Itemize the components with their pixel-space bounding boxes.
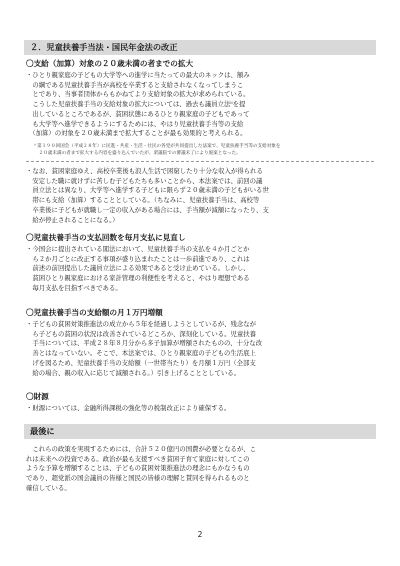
text-line: であり、超党派の国会議員の皆様と国民の皆様の理解と賛同を得られるものと: [26, 474, 250, 483]
topic-heading: 〇児童扶養手当の支給額の月１万円増額: [26, 308, 163, 317]
text-line: 帯にも支給（加算）することとしている。（ちなみに、児童扶養手当は、高校等: [26, 196, 260, 205]
text-line: 手当については、平成２８年８月分から多子加算が増額されたものの、十分な改: [26, 339, 263, 348]
closing-body: [26, 445, 376, 494]
topic-heading: 〇支給（加算）対象の２０歳未満の者までの拡大: [26, 59, 194, 68]
text-line: とであり、当事者団体からもかねてより支給対象の拡大が求められている。: [26, 90, 250, 99]
closing-heading: 最後に: [24, 424, 376, 439]
text-line: ・財源については、金融所得課税の強化等の税制改正により確保する。: [26, 404, 231, 412]
text-line: ・ひとり親家庭の子どもの大学等への進学に当たっての最大のネックは、額み: [26, 71, 250, 79]
text-line: 前述の前回提出した議員立法による効果であると受け止めている。しかし、: [26, 264, 250, 273]
text-line: 給の場合、親の収入に応じて減額される。）引き上げることとしている。: [26, 368, 241, 377]
text-line: も大学等へ進学できるようにするためには、やはり児童扶養手当等の支給: [26, 119, 244, 128]
page-number: 2: [197, 530, 203, 539]
topic-body: [26, 320, 376, 378]
topic-body: [26, 167, 376, 225]
text-line: の綱である児童扶養手当が高校を卒業すると支給されなくなってしまうこ: [26, 80, 244, 89]
footnote-line: ２０歳未満の者まで拡大する内容を盛り込んでいたが、衆議院での審議未了により廃案となった。: [34, 151, 241, 156]
topic-body: [26, 245, 376, 294]
topic-heading: 〇児童扶養手当の支払回数を毎月支払に見直し: [26, 233, 186, 242]
text-line: 毎月支払を目指すべきである。: [26, 283, 122, 292]
topic-body: [26, 71, 376, 139]
text-line: 給が停止されることになる。）: [26, 215, 119, 224]
text-line: ような予算を増額することは、子どもの貧困対策推進法の理念にもかなうもの: [26, 464, 250, 473]
text-line: 確信している。: [26, 483, 71, 492]
text-line: げを図るため、児童扶養手当の支給額（一世帯当たり）を月額１万円（全部支: [26, 358, 256, 367]
text-line: ら子どもの貧困の状況は改善されているどころか、深刻化している。児童扶養: [26, 329, 257, 338]
text-line: 貧困ひとり親家庭における家計管理の利便性を考えると、やはり理想である: [26, 274, 250, 283]
text-line: 卒業後に子どもが就職し一定の収入がある場合には、手当額が減額になったり、支: [26, 205, 269, 214]
text-line: 員立法とは異なり、大学等へ進学する子どもに限らず２０歳未満の子どもがいる世: [26, 186, 269, 195]
text-line: こうした児童扶養手当の支給対象の拡大については、過去も議員立法ⁱⁱを提: [26, 100, 246, 109]
text-line: ・今国会に提出されている閣法において、児童扶養手当の支払を４か月ごとか: [26, 245, 250, 253]
text-line: 出しているところであるが、貧困状態にあるひとり親家庭の子どもであって: [26, 109, 250, 118]
footnote: [34, 143, 374, 157]
text-line: 善とはなっていない。そこで、本法案では、ひとり親家庭の子どもの生活底上: [26, 349, 256, 358]
topic-heading: 〇財源: [26, 392, 49, 401]
divider: [26, 161, 374, 162]
text-line: 安定した職に就けずに苦しむ子どもたちも多いことから、本法案では、前回の議: [26, 176, 263, 185]
section-heading: ２．児童扶養手当法・国民年金法の改正: [24, 40, 376, 55]
topic-body: [26, 404, 376, 414]
text-line: （加算）の対象を２０歳未満まで拡大することが最も効果的と考えられる。: [26, 129, 247, 138]
text-line: ら２か月ごとに改正する事項が盛り込まれたことは一歩前進であり、これは: [26, 254, 250, 263]
text-line: れは未来への投資である。政治が最も支援すべき貧困子育て家庭に対してこの: [26, 454, 250, 463]
text-line: ・なお、貧困家庭ゆえ、高校卒業後も浪人生活で困窮したり十分な収入が得られる: [26, 167, 263, 175]
text-line: これらの政策を実現するためには、合計５２０億円の国費が必要となるが、こ: [26, 445, 257, 453]
text-line: ・子どもの貧困対策推進法の成立から５年を経過しようとしているが、残念なが: [26, 320, 257, 328]
footnote-line: ⁱⁱ 第１９０回国会（平成２８年）に民進・共産・生活・社民の各党が共同提出した法案で、児童扶養手当等の支給対象を: [34, 144, 281, 149]
